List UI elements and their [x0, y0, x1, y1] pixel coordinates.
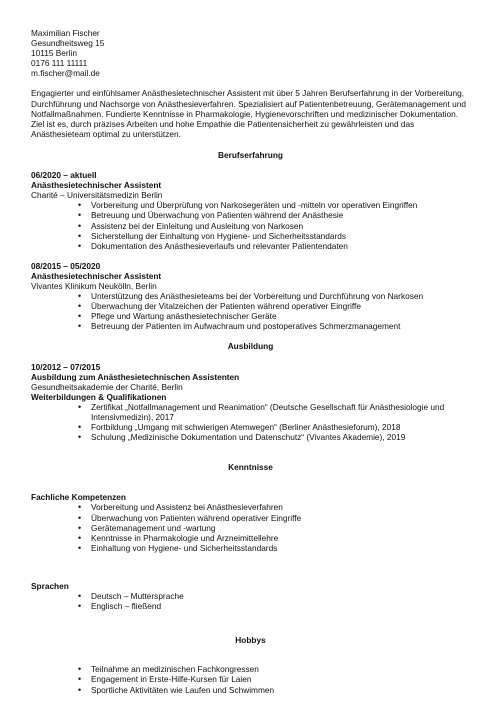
- contact-street: Gesundheitsweg 15: [31, 38, 105, 49]
- list-item: • Deutsch – Muttersprache: [64, 591, 470, 601]
- professional-skills-list: [31, 502, 470, 552]
- list-item: • Teilnahme an medizinischen Fachkongressen: [64, 664, 470, 674]
- job-task-list: [31, 291, 470, 331]
- list-item: • Sportliche Aktivitäten wie Laufen und Schwimmen: [64, 685, 470, 695]
- list-item: • Schulung „Medizinische Dokumentation und Datenschutz“ (Vivantes Akademie), 2019: [64, 432, 470, 442]
- contact-name: Maximilian Fischer: [31, 28, 100, 38]
- section-title-hobbies: Hobbys: [235, 635, 266, 646]
- job-entry: [31, 261, 470, 332]
- job-period: 06/2020 – aktuell: [31, 170, 97, 181]
- section-title-experience: Berufserfahrung: [217, 149, 283, 160]
- job-role: Anästhesietechnischer Assistent: [31, 180, 162, 191]
- languages-title: Sprachen: [31, 580, 69, 591]
- list-item: • Vorbereitung und Überprüfung von Narkosegeräten und -mitteln vor operativen Eingriffen: [64, 200, 470, 210]
- list-item: • Überwachung von Patienten während operativer Eingriffe: [64, 513, 470, 523]
- list-item: • Unterstützung des Anästhesieteams bei der Vorbereitung und Durchführung von Narkosen: [64, 291, 470, 301]
- contact-email: m.fischer@mail.de: [31, 68, 100, 79]
- job-task-list: [31, 200, 470, 250]
- contact-block: [31, 28, 470, 78]
- skills-professional: [31, 492, 470, 553]
- further-training-title: Weiterbildungen & Qualifikationen: [31, 391, 167, 402]
- list-item: • Dokumentation des Anästhesieverlaufs und relevanter Patientendaten: [64, 241, 470, 251]
- hobbies-list: [31, 664, 470, 694]
- contact-phone: 0176 111 11111: [31, 58, 88, 69]
- education-period: 10/2012 – 07/2015: [31, 361, 101, 372]
- list-item: • Betreuung der Patienten im Aufwachraum und postoperatives Schmerzmanagement: [64, 321, 470, 331]
- job-employer: Vivantes Klinikum Neukölln, Berlin: [31, 280, 157, 291]
- professional-skills-title: Fachliche Kompetenzen: [31, 492, 126, 503]
- list-item: • Überwachung der Vitalzeichen der Patienten während operativer Eingriffe: [64, 301, 470, 311]
- list-item: • Vorbereitung und Assistenz bei Anästhesieverfahren: [64, 502, 470, 512]
- education-entry: [31, 362, 470, 443]
- list-item: • Sicherstellung der Einhaltung von Hygiene- und Sicherheitsstandards: [64, 231, 470, 241]
- section-title-education: Ausbildung: [227, 341, 274, 352]
- list-item: • Gerätemanagement und -wartung: [64, 523, 470, 533]
- list-item: • Zertifikat „Notfallmanagement und Reanimation“ (Deutsche Gesellschaft für Anästhesiologie und Intensivmedizin), 2017: [64, 402, 470, 422]
- job-employer: Charité – Universitätsmedizin Berlin: [31, 190, 163, 201]
- contact-city: 10115 Berlin: [31, 48, 77, 59]
- list-item: • Pflege und Wartung anästhesietechnischer Geräte: [64, 311, 470, 321]
- further-training-list: [31, 402, 470, 442]
- education-school: Gesundheitsakademie der Charité, Berlin: [31, 381, 183, 392]
- list-item: • Englisch – fließend: [64, 601, 470, 611]
- profile-summary: Engagierter und einfühlsamer Anästhesietechnischer Assistent mit über 5 Jahren Berufserfahrung in der Vorbereitung, Durchführung und Nachsorge von Anästhesieverfahren. Spezialisiert auf Patientenbetreuung, Gerätemanagement und Notfallmaßnahmen. Fundierte Kenntnisse in Pharmakologie, Hygienevorschriften und medizinischer Dokumentation. Ziel ist es, durch präzises Arbeiten und hohe Empathie die Patientensicherheit zu gewährleisten und das Anästhesieteam optimal zu unterstützen.: [31, 88, 466, 139]
- section-title-skills: Kenntnisse: [228, 462, 273, 473]
- list-item: • Einhaltung von Hygiene- und Sicherheitsstandards: [64, 543, 470, 553]
- list-item: • Fortbildung „Umgang mit schwierigen Atemwegen“ (Berliner Anästhesieforum), 2018: [64, 422, 470, 432]
- job-role: Anästhesietechnischer Assistent: [31, 270, 162, 281]
- languages-list: [31, 591, 470, 611]
- list-item: • Betreuung und Überwachung von Patienten während der Anästhesie: [64, 210, 470, 220]
- list-item: • Engagement in Erste-Hilfe-Kursen für Laien: [64, 674, 470, 684]
- skills-languages: [31, 581, 470, 611]
- list-item: • Assistenz bei der Einleitung und Ausleitung von Narkosen: [64, 221, 470, 231]
- job-entry: [31, 170, 470, 251]
- education-degree: Ausbildung zum Anästhesietechnischen Assistenten: [31, 371, 240, 382]
- job-period: 08/2015 – 05/2020: [31, 260, 101, 271]
- list-item: • Kenntnisse in Pharmakologie und Arzneimittellehre: [64, 533, 470, 543]
